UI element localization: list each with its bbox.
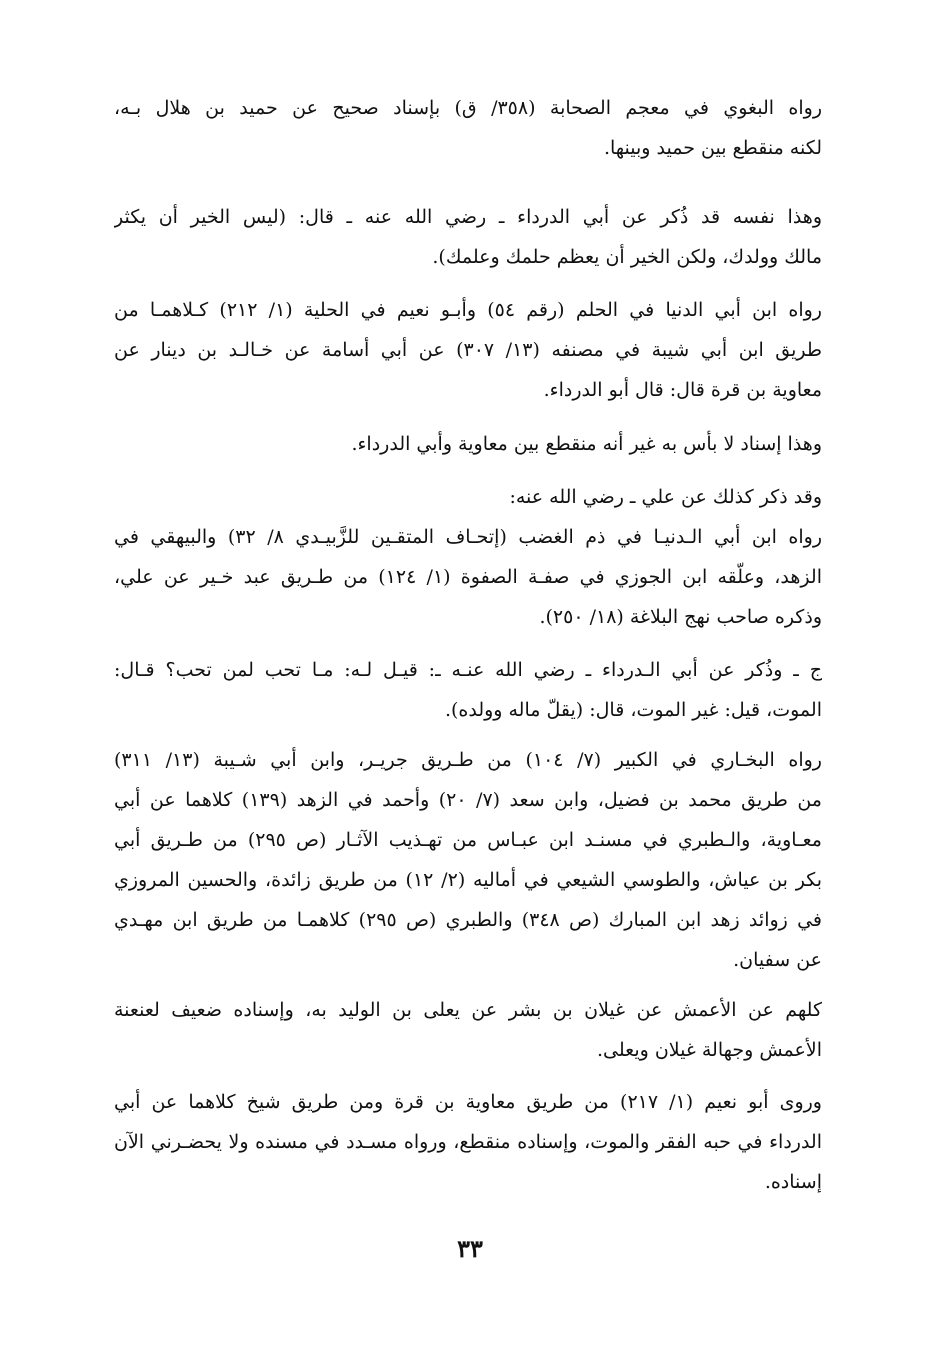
text-line: معـاوية، والـطبري في مسنـد ابن عبـاس من تهـذيب الآثـار (ص ٢٩٥) من طـريق أبي [114,829,822,851]
paragraph [114,424,822,464]
page-number: ٣٣ [457,1234,483,1263]
text-line: إسناده. [764,1171,822,1193]
paragraph [114,740,822,980]
text-line: مالك وولدك، ولكن الخير أن يعظم حلمك وعلمك). [432,246,822,268]
text-line: كلهم عن الأعمش عن غيلان بن بشر عن يعلى بن الوليد به، وإسناده ضعيف لعنعنة [114,999,822,1021]
text-line: لكنه منقطع بين حميد وبينها. [603,137,822,159]
text-line: رواه ابن أبي الدنيا في الحلم (رقم ٥٤) وأبـو نعيم في الحلية (١/ ٢١٢) كـلاهمـا من [114,299,822,321]
paragraph [114,290,822,410]
text-line: طريق ابن أبي شيبة في مصنفه (١٣/ ٣٠٧) عن أبي أسامة عن خـالـد بن دينار عن [114,339,822,361]
text-line: وهذا نفسه قد ذُكر عن أبي الدرداء ـ رضي الله عنه ـ قال: (ليس الخير أن يكثر [114,206,822,228]
text-line: معاوية بن قرة قال: قال أبو الدرداء. [543,379,822,401]
paragraph [114,197,822,277]
text-line: وذكره صاحب نهج البلاغة (١٨/ ٢٥٠). [539,606,822,628]
text-line: عن سفيان. [733,949,822,971]
text-line: الزهد، وعلّقه ابن الجوزي في صفـة الصفوة (١/ ١٢٤) من طـريق عبد خـير عن علي، [114,566,822,588]
text-line: وروى أبو نعيم (١/ ٢١٧) من طريق معاوية بن قرة ومن طريق شيخ كلاهما عن أبي [114,1091,822,1113]
paragraph [114,1082,822,1202]
text-line: رواه البغوي في معجم الصحابة (٣٥٨/ ق) بإسناد صحيح عن حميد بن هلال بـه، [114,97,822,119]
text-line: بكر بن عياش، والطوسي الشيعي في أماليه (٢/ ١٢) من طريق زائدة، والحسين المروزي [114,869,822,891]
text-line: الموت، قيل: غير الموت، قال: (يقلّ ماله وولده). [444,699,822,721]
text-line: من طريق محمد بن فضيل، وابن سعد (٧/ ٢٠) وأحمد في الزهد (١٣٩) كلاهما عن أبي [114,789,822,811]
text-line: الدرداء في حبه الفقر والموت، وإسناده منقطع، ورواه مسـدد في مسنده ولا يحضـرني الآن [114,1131,822,1153]
paragraph [114,88,822,168]
text-line: وقد ذكر كذلك عن علي ـ رضي الله عنه: [509,486,822,508]
paragraph [114,990,822,1070]
text-line: رواه ابن أبي الـدنيـا في ذم الغضب (إتحـاف المتقـين للزَّبيـدي ٨/ ٣٢) والبيهقي في [114,526,822,548]
text-line: رواه البخـاري في الكبير (٧/ ١٠٤) من طـريق جريـر، وابن أبي شـيبة (١٣/ ٣١١) [114,749,822,771]
paragraph [114,650,822,730]
paragraph [114,477,822,637]
text-line: ج ـ وذُكر عن أبي الـدرداء ـ رضي الله عنـه ـ: قيـل لـه: مـا تحب لمن تحب؟ قـال: [114,659,822,681]
text-line: وهذا إسناد لا بأس به غير أنه منقطع بين معاوية وأبي الدرداء. [351,433,822,455]
text-line: في زوائد زهد ابن المبارك (ص ٣٤٨) والطبري (ص ٢٩٥) كلاهمـا من طريق ابن مهـدي [114,909,822,931]
text-line: الأعمش وجهالة غيلان ويعلى. [597,1039,822,1061]
